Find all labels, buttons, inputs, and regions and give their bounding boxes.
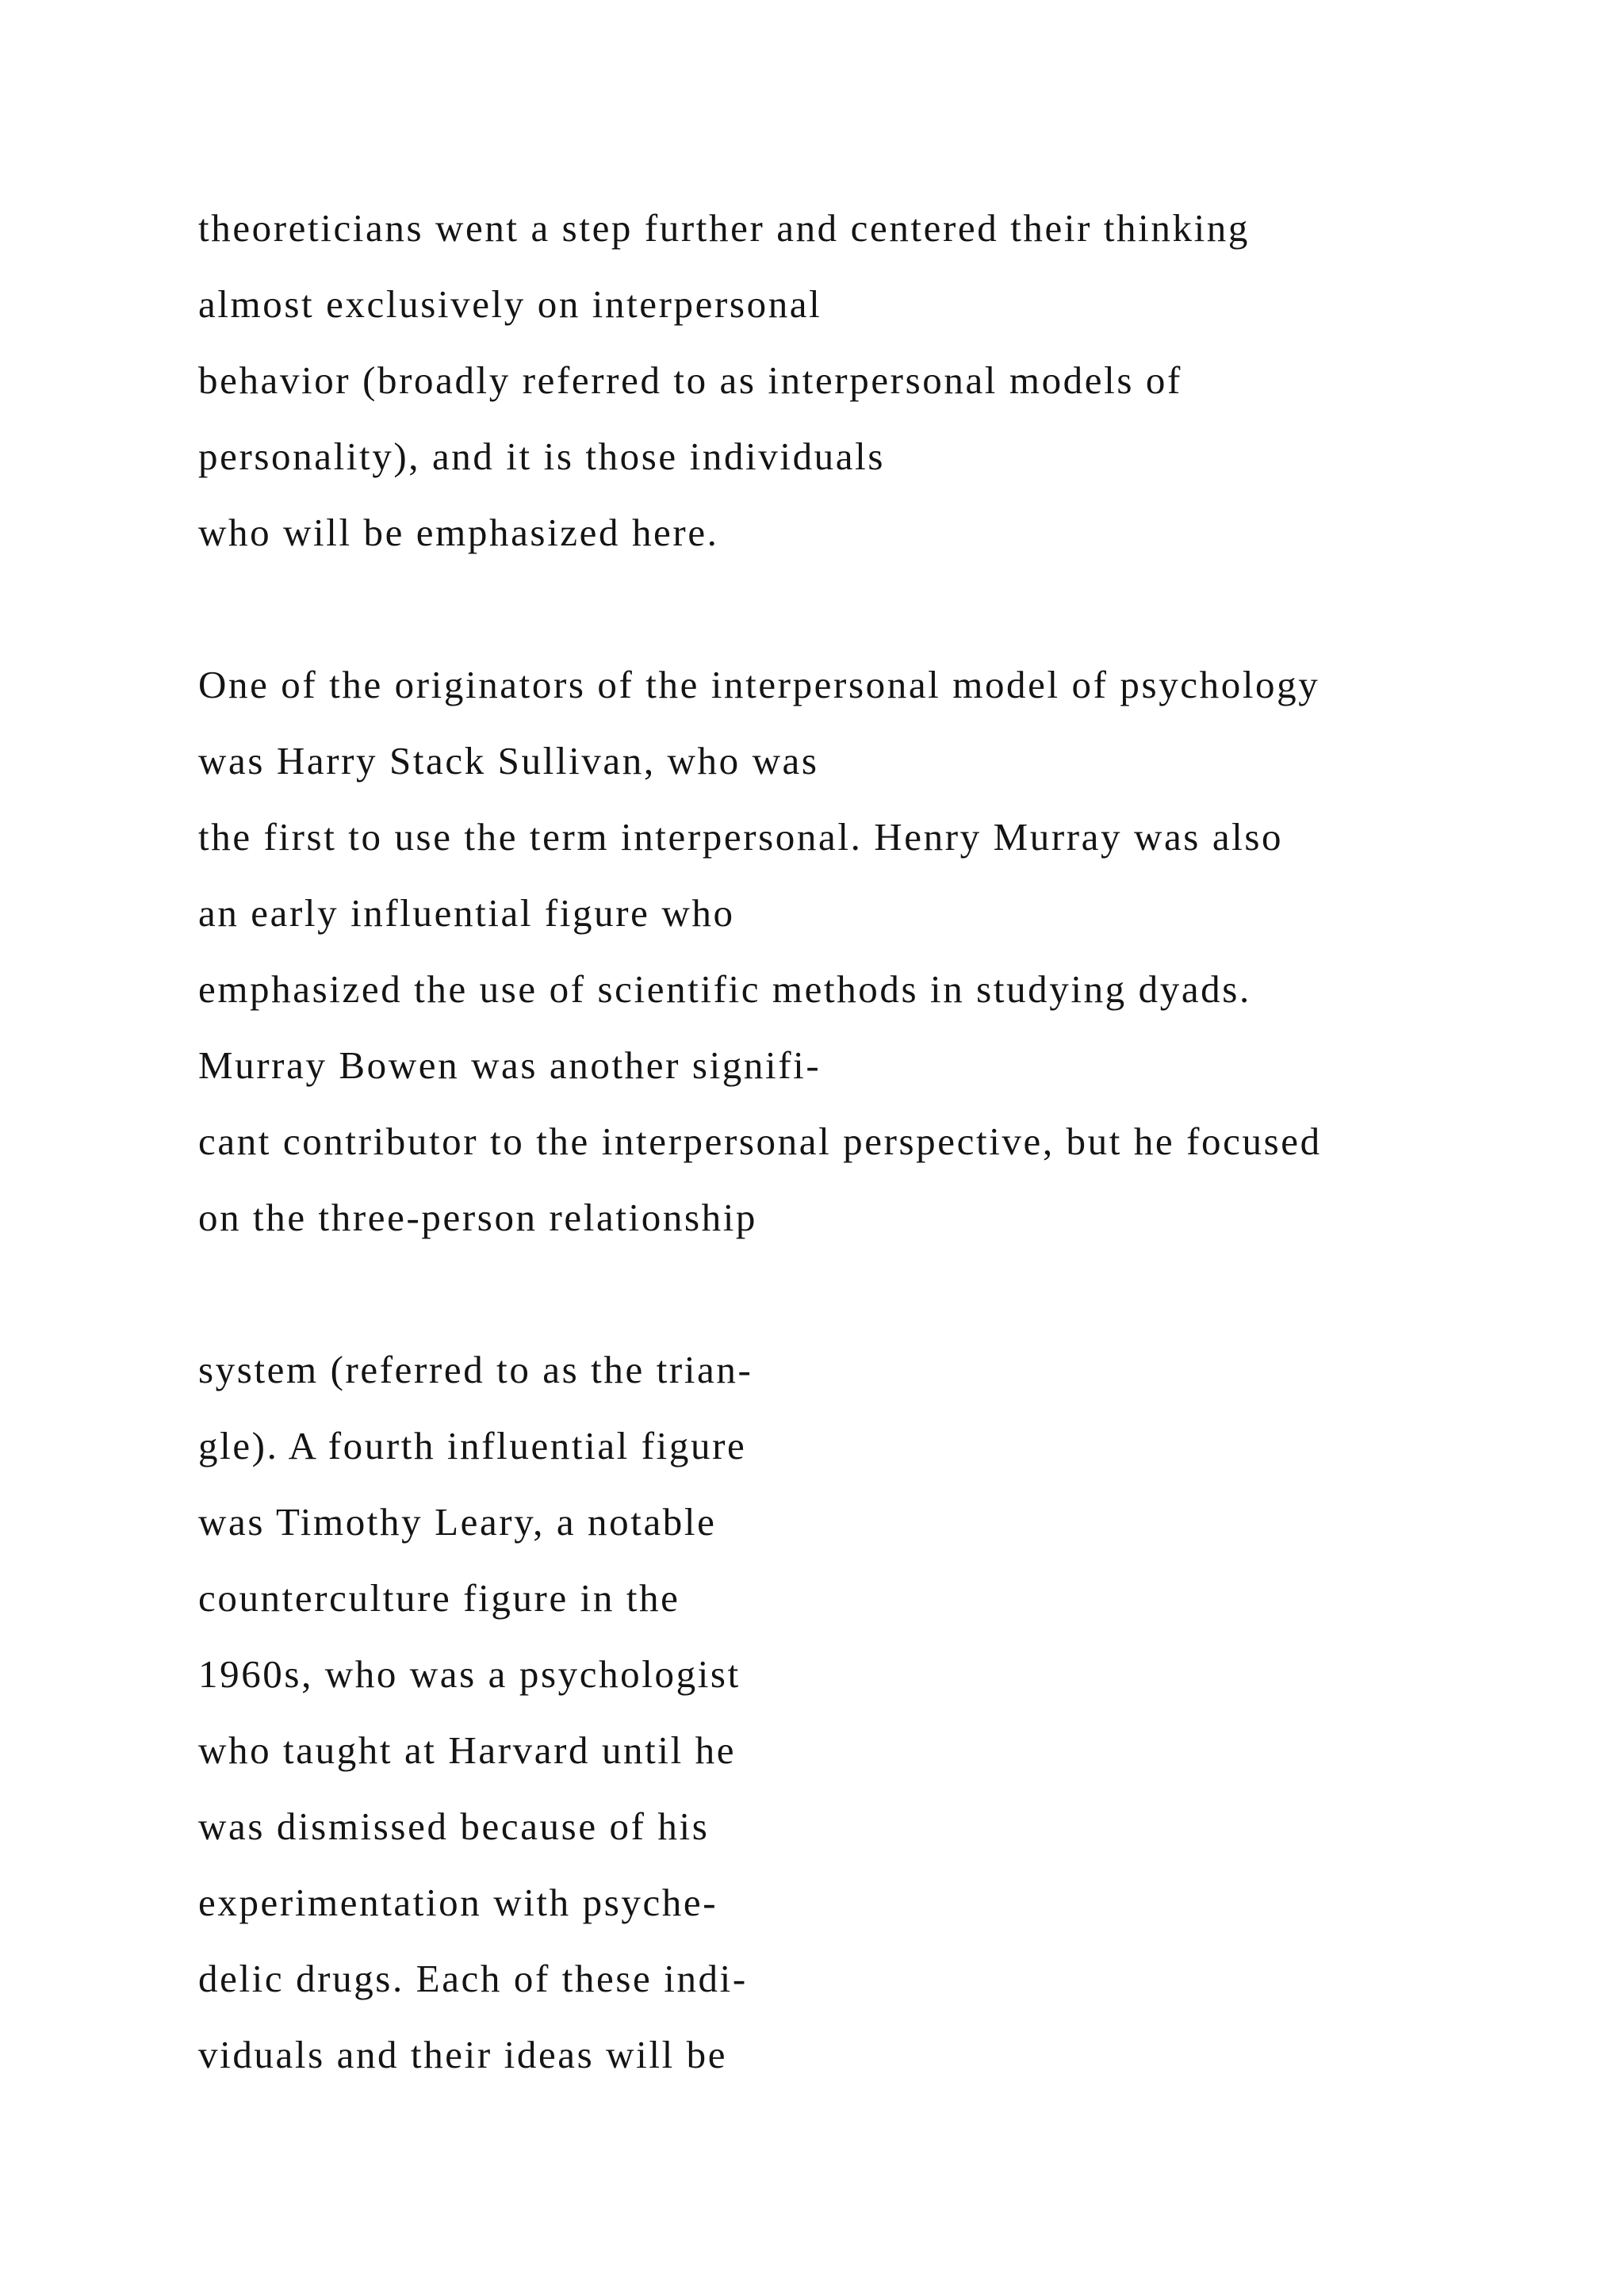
body-text: [198, 190, 1546, 2093]
text-line: system (referred to as the trian-: [198, 1348, 753, 1391]
text-line: who taught at Harvard until he: [198, 1728, 737, 1772]
paragraph-gap: [198, 571, 1546, 647]
text-line: personality), and it is those individuals: [198, 434, 886, 478]
text-line: behavior (broadly referred to as interpersonal models of: [198, 358, 1182, 402]
paragraph-1: [198, 190, 1546, 571]
text-line: was Harry Stack Sullivan, who was: [198, 739, 819, 783]
text-line: emphasized the use of scientific methods in studying dyads.: [198, 967, 1251, 1011]
text-line: who will be emphasized here.: [198, 511, 719, 554]
text-line: viduals and their ideas will be: [198, 2033, 728, 2076]
text-line: One of the originators of the interpersonal model of psychology: [198, 663, 1320, 706]
text-line: cant contributor to the interpersonal perspective, but he focused: [198, 1119, 1322, 1163]
text-line: experimentation with psyche-: [198, 1881, 718, 1924]
text-line: almost exclusively on interpersonal: [198, 282, 822, 326]
text-line: an early influential figure who: [198, 891, 735, 935]
text-line: theoreticians went a step further and centered their thinking: [198, 206, 1250, 250]
text-line: was dismissed because of his: [198, 1804, 710, 1848]
text-line: 1960s, who was a psychologist: [198, 1652, 741, 1696]
text-line: counterculture figure in the: [198, 1576, 680, 1620]
text-line: gle). A fourth influential figure: [198, 1424, 747, 1468]
text-line: the first to use the term interpersonal. Henry Murray was also: [198, 815, 1284, 859]
text-line: Murray Bowen was another signifi-: [198, 1043, 822, 1087]
paragraph-2: [198, 647, 1546, 1256]
text-line: delic drugs. Each of these indi-: [198, 1957, 748, 2000]
paragraph-gap: [198, 1256, 1546, 1332]
paragraph-3: [198, 1332, 1546, 2093]
text-line: on the three-person relationship: [198, 1196, 758, 1239]
text-line: was Timothy Leary, a notable: [198, 1500, 717, 1544]
